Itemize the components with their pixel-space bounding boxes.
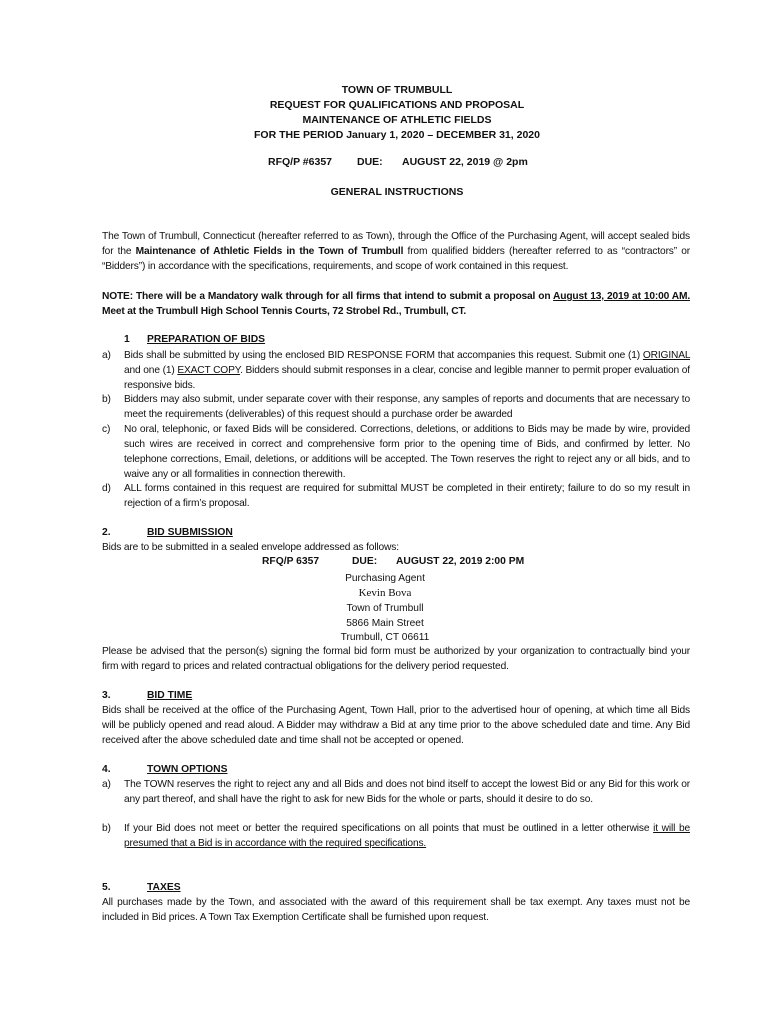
section-2-advise: Please be advised that the person(s) signing the formal bid form must be authorized by your organization to contractually bind your firm with regard to prices and related contractual obligations for the delivery period requested.: [102, 646, 690, 672]
address-town: Town of Trumbull: [346, 603, 424, 614]
section-4-heading: [102, 764, 227, 775]
section-4-item-b: [102, 822, 690, 852]
section-2-title: BID SUBMISSION: [147, 527, 233, 538]
item-text: If your Bid does not meet or better the required specifications on all points that must be outlined in a letter otherwise: [124, 823, 654, 834]
section-5-title: TAXES: [147, 882, 181, 893]
due-date: AUGUST 22, 2019 @ 2pm: [402, 156, 528, 168]
item-label: b): [102, 394, 111, 405]
section-1-item-d: [102, 482, 690, 512]
section-1-number: 1: [124, 334, 130, 345]
section-4-title: TOWN OPTIONS: [147, 764, 228, 775]
section-5-text: All purchases made by the Town, and associated with the award of this requirement shall be tax exempt. Any taxes must not be included in Bid prices. A Town Tax Exemption Certificate shall be furnished upon request.: [102, 897, 690, 923]
address-rfq: RFQ/P 6357: [262, 556, 320, 567]
address-due: AUGUST 22, 2019 2:00 PM: [396, 556, 525, 567]
item-label: a): [102, 779, 111, 790]
section-2-heading: [102, 527, 233, 538]
header-request-title: REQUEST FOR QUALIFICATIONS AND PROPOSAL: [269, 99, 525, 111]
item-text: and one (1): [124, 364, 178, 376]
rfq-line: [268, 156, 528, 168]
intro-text-2: from qualified bidders (hereafter referred to as “contractors” or “Bidders”) in accordance with the specifications, requirements, and scope of work contained in this request.: [102, 245, 690, 272]
item-label: d): [102, 483, 111, 494]
section-5-heading: [102, 882, 181, 893]
item-label: b): [102, 823, 111, 834]
item-label: c): [102, 424, 111, 435]
note-date: August 13, 2019 at 10:00 AM.: [553, 291, 690, 302]
section-1-item-b: [102, 393, 690, 423]
section-3-number: 3.: [102, 690, 111, 701]
section-1-heading: [124, 334, 265, 345]
item-text: Bidders may also submit, under separate cover with their response, any samples of reports and documents that are necessary to meet the requirements (deliverables) of this request should a purchase order be awarded: [124, 394, 690, 420]
intro-text-1: The Town of Trumbull, Connecticut (hereafter referred to as Town), through the Office of the Purchasing Agent, will accept sealed bids for the: [102, 231, 690, 257]
original-term: ORIGINAL: [642, 350, 690, 361]
section-4-number: 4.: [102, 764, 111, 775]
note-text-2: Meet at the Trumbull High School Tennis Courts, 72 Strobel Rd., Trumbull, CT.: [102, 305, 467, 317]
section-3-title: BID TIME: [147, 690, 193, 701]
item-text: Bids shall be submitted by using the enclosed BID RESPONSE FORM that accompanies this request. Submit one (1): [124, 350, 643, 361]
address-name: Kevin Bova: [358, 587, 412, 599]
section-1-item-a: [102, 349, 690, 394]
section-1-item-c: [102, 423, 690, 483]
intro-paragraph: [102, 230, 690, 275]
header-subject: MAINTENANCE OF ATHLETIC FIELDS: [302, 114, 492, 126]
section-2-lead: Bids are to be submitted in a sealed envelope addressed as follows:: [102, 542, 399, 553]
address-street: 5866 Main Street: [346, 618, 424, 629]
header-town: TOWN OF TRUMBULL: [341, 84, 453, 96]
section-1-title: PREPARATION OF BIDS: [147, 334, 266, 345]
item-label: a): [102, 350, 111, 361]
section-3-heading: [102, 690, 192, 701]
item-text: The TOWN reserves the right to reject any and all Bids and does not bind itself to accept the lowest Bid or any Bid for this work or any part thereof, and shall have the right to ask for new Bids for the whole or parts, should it desire to do so.: [124, 779, 690, 805]
item-text: No oral, telephonic, or faxed Bids will be considered. Corrections, deletions, or additions to Bids may be made by wire, provided such wires are received in correct and comprehensive form prior to the opening time of Bids, and confirmed by letter. No telephone corrections, Email, deletions, or additions will be accepted. The Town reserves the right to reject any or all bids, and to waive any or all formalities in connection therewith.: [124, 424, 690, 480]
intro-project-name: Maintenance of Athletic Fields in the Town of Trumbull: [135, 245, 404, 257]
address-due-label: DUE:: [352, 556, 378, 567]
section-2-number: 2.: [102, 527, 111, 538]
mandatory-walkthrough-note: [102, 290, 690, 320]
rfq-number: RFQ/P #6357: [268, 156, 333, 168]
section-3-text: Bids shall be received at the office of the Purchasing Agent, Town Hall, prior to the advertised hour of opening, at which time all Bids will be publicly opened and read aloud. A Bidder may withdraw a Bid at any time prior to the above scheduled date and time. Any Bid received after the above scheduled date and time shall not be accepted or opened.: [102, 705, 690, 746]
document-header: [0, 83, 770, 143]
exact-copy-term: EXACT COPY: [177, 364, 241, 376]
section-4-item-a: [102, 778, 690, 808]
presumption-clause: it will be presumed that a Bid is in accordance with the required specifications.: [124, 823, 690, 849]
general-instructions-title: GENERAL INSTRUCTIONS: [330, 186, 464, 198]
note-text-1: NOTE: There will be a Mandatory walk through for all firms that intend to submit a proposal on: [102, 291, 554, 302]
due-label: DUE:: [357, 156, 383, 168]
header-period: FOR THE PERIOD January 1, 2020 – DECEMBER 31, 2020: [254, 129, 540, 141]
address-rfq-line: [262, 556, 525, 567]
address-city: Trumbull, CT 06611: [340, 632, 430, 643]
section-5-number: 5.: [102, 882, 111, 893]
address-purchasing-agent: Purchasing Agent: [345, 573, 425, 584]
item-text: . Bidders should submit responses in a clear, concise and legible manner to permit proper evaluation of responsive bids.: [124, 364, 690, 391]
item-text: ALL forms contained in this request are required for submittal MUST be completed in their entirety; failure to do so my result in rejection of a firm’s proposal.: [124, 483, 690, 509]
